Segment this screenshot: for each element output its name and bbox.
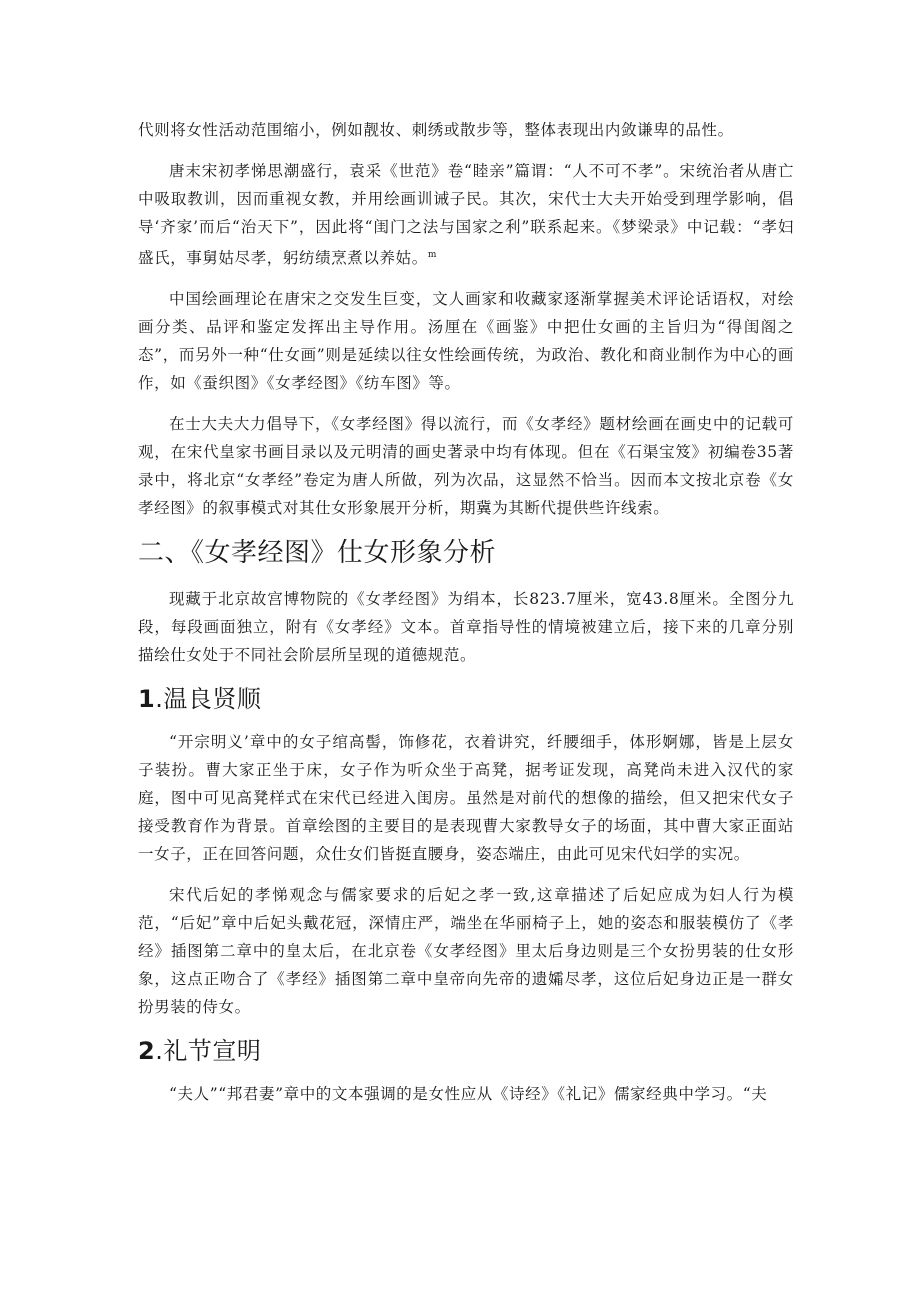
paragraph-continuation: 代则将女性活动范围缩小，例如靓妆、刺绣或散步等，整体表现出内敛谦卑的品性。 [138,121,734,139]
paragraph-lady-chapter: “夫人”“邦君妻”章中的文本强调的是女性应从《诗经》《礼记》儒家经典中学习。“夫 [169,1085,768,1104]
subheading-text: .礼节宣明 [155,1037,262,1066]
subheading-number: 1 [138,685,156,714]
footnote-marker: m [427,250,437,260]
paragraph-filial-piety [138,157,794,272]
paragraph-filial-piety-text: 唐末宋初孝悌思潮盛行，袁采《世范》卷“睦亲”篇谓：“人不可不孝”。宋统治者从唐亡中吸取教训，因而重视女教，并用绘画训诫子民。其次，宋代士大夫开始受到理学影响，倡导‘齐家’而后“治天下”，因此将“闺门之法与国家之利”联系起来。《梦梁录》中记载：“孝妇盛氏，事舅姑尽孝，躬纺绩烹煮以养姑。 [138,162,794,268]
section-heading-analysis: 二、《女孝经图》仕女形象分析 [138,538,497,569]
subheading-etiquette [138,1034,794,1068]
subheading-text: .温良贤顺 [155,685,262,714]
subheading-number: 2 [138,1037,156,1066]
document-page [138,116,794,1121]
paragraph-opening-chapter: “开宗明义’章中的女子绾高髻，饰修花，衣着讲究，纤腰细手，体形婀娜，皆是上层女子装扮。曹大家正坐于床，女子作为听众坐于高凳，据考证发现，高凳尚未进入汉代的家庭，图中可见高凳样式在宋代已经进入闺房。虽然是对前代的想像的描绘，但又把宋代女子接受教育作为背景。首章绘图的主要目的是表现曹大家教导女子的场面，其中曹大家正面站一女子，正在回答问题，众仕女们皆挺直腰身，姿态端庄，由此可见宋代妇学的实况。 [138,733,794,864]
paragraph-literati-promotion: 在士大夫大力倡导下，《女孝经图》得以流行，而《女孝经》题材绘画在画史中的记载可观，在宋代皇家书画目录以及元明清的画史著录中均有体现。但在《石渠宝笈》初编卷35著录中，将北京“女孝经”卷定为唐人所做，列为次品，这显然不恰当。因而本文按北京卷《女孝经图》的叙事模式对其仕女形象展开分析，期冀为其断代提供些许线索。 [138,415,794,518]
paragraph-scroll-description: 现藏于北京故宫博物院的《女孝经图》为绢本，长823.7厘米，宽43.8厘米。全图分九段，每段画面独立，附有《女孝经》文本。首章指导性的情境被建立后，接下来的几章分别描绘仕女处于不同社会阶层所呈现的道德规范。 [138,590,794,665]
subheading-gentle-virtue [138,682,794,716]
paragraph-empress-chapter: 宋代后妃的孝悌观念与儒家要求的后妃之孝一致,这章描述了后妃应成为妇人行为模范，“后妃”章中后妃头戴花冠，深情庄严，端坐在华丽椅子上，她的姿态和服装模仿了《孝经》插图第二章中的皇太后，在北京卷《女孝经图》里太后身边则是三个女扮男装的仕女形象，这点正吻合了《孝经》插图第二章中皇帝向先帝的遗孀尽孝，这位后妃身边正是一群女扮男装的侍女。 [138,886,794,1017]
paragraph-painting-theory: 中国绘画理论在唐宋之交发生巨变，文人画家和收藏家逐渐掌握美术评论话语权，对绘画分类、品评和鉴定发挥出主导作用。汤厘在《画鉴》中把仕女画的主旨归为“得闺阁之态”，而另外一种“仕女画”则是延续以往女性绘画传统，为政治、教化和商业制作为中心的画作，如《蚕织图》《女孝经图》《纺车图》等。 [138,290,794,393]
